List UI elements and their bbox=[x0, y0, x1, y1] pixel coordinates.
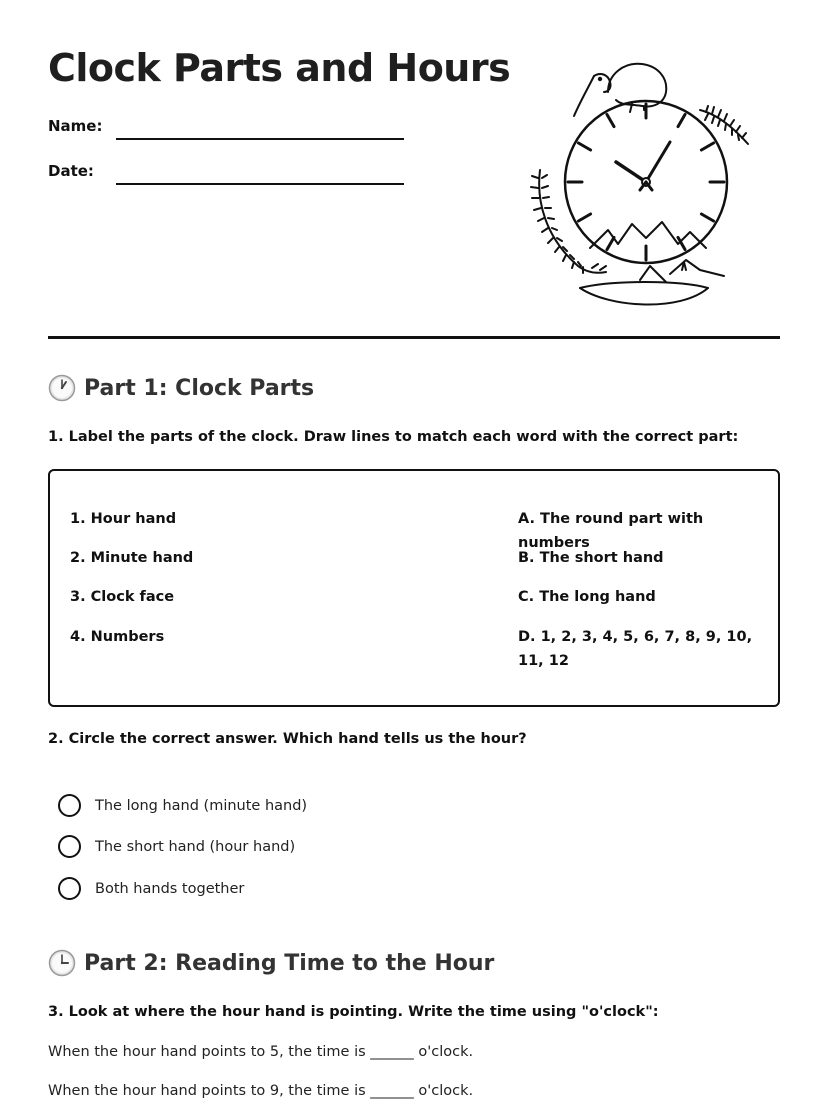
match-left-item: 3. Clock face bbox=[70, 589, 175, 605]
match-right-item: C. The long hand bbox=[518, 589, 656, 605]
clock-tick bbox=[701, 143, 713, 150]
part2-heading bbox=[48, 949, 494, 977]
question-2: 2. Circle the correct answer. Which hand tells us the hour? bbox=[48, 731, 527, 747]
answer-option[interactable] bbox=[58, 877, 244, 900]
match-right-item: A. The round part with numbers bbox=[518, 511, 704, 551]
match-right-item: D. 1, 2, 3, 4, 5, 6, 7, 8, 9, 10, 11, 12 bbox=[518, 629, 753, 669]
radio-circle[interactable] bbox=[58, 794, 81, 817]
name-field[interactable] bbox=[116, 138, 404, 140]
header-divider bbox=[48, 336, 780, 339]
fill-in-sentence: When the hour hand points to 9, the time is ______ o'clock. bbox=[48, 1083, 474, 1099]
question-3: 3. Look at where the hour hand is pointing. Write the time using "o'clock": bbox=[48, 1004, 659, 1020]
fill-in-sentence: When the hour hand points to 5, the time is ______ o'clock. bbox=[48, 1044, 474, 1060]
clock-tick bbox=[578, 143, 590, 150]
part1-heading-text: Part 1: Clock Parts bbox=[84, 375, 315, 401]
option-label: The long hand (minute hand) bbox=[95, 797, 308, 814]
match-right-item: B. The short hand bbox=[518, 550, 664, 566]
matching-box bbox=[48, 469, 780, 707]
clock-three-emoji-icon bbox=[48, 949, 76, 977]
clock-tick bbox=[678, 114, 685, 126]
answer-option[interactable] bbox=[58, 835, 295, 858]
answer-option[interactable] bbox=[58, 794, 307, 817]
option-label: The short hand (hour hand) bbox=[95, 838, 296, 855]
clock-tick bbox=[607, 237, 614, 249]
date-field[interactable] bbox=[116, 183, 404, 185]
option-label: Both hands together bbox=[95, 880, 245, 897]
date-label: Date: bbox=[48, 162, 94, 180]
question-1: 1. Label the parts of the clock. Draw lines to match each word with the correct part: bbox=[48, 429, 739, 445]
radio-circle[interactable] bbox=[58, 835, 81, 858]
page-title: Clock Parts and Hours bbox=[48, 46, 511, 90]
kiwi-clock-illustration-icon bbox=[520, 52, 770, 314]
clock-tick bbox=[607, 114, 614, 126]
match-left-item: 1. Hour hand bbox=[70, 511, 177, 527]
clock-tick bbox=[578, 214, 590, 221]
match-left-item: 2. Minute hand bbox=[70, 550, 194, 566]
name-label: Name: bbox=[48, 117, 103, 135]
clock-one-emoji-icon bbox=[48, 374, 76, 402]
part2-heading-text: Part 2: Reading Time to the Hour bbox=[84, 950, 495, 976]
match-left-item: 4. Numbers bbox=[70, 629, 165, 645]
clock-tick bbox=[701, 214, 713, 221]
radio-circle[interactable] bbox=[58, 877, 81, 900]
part1-heading bbox=[48, 374, 314, 402]
